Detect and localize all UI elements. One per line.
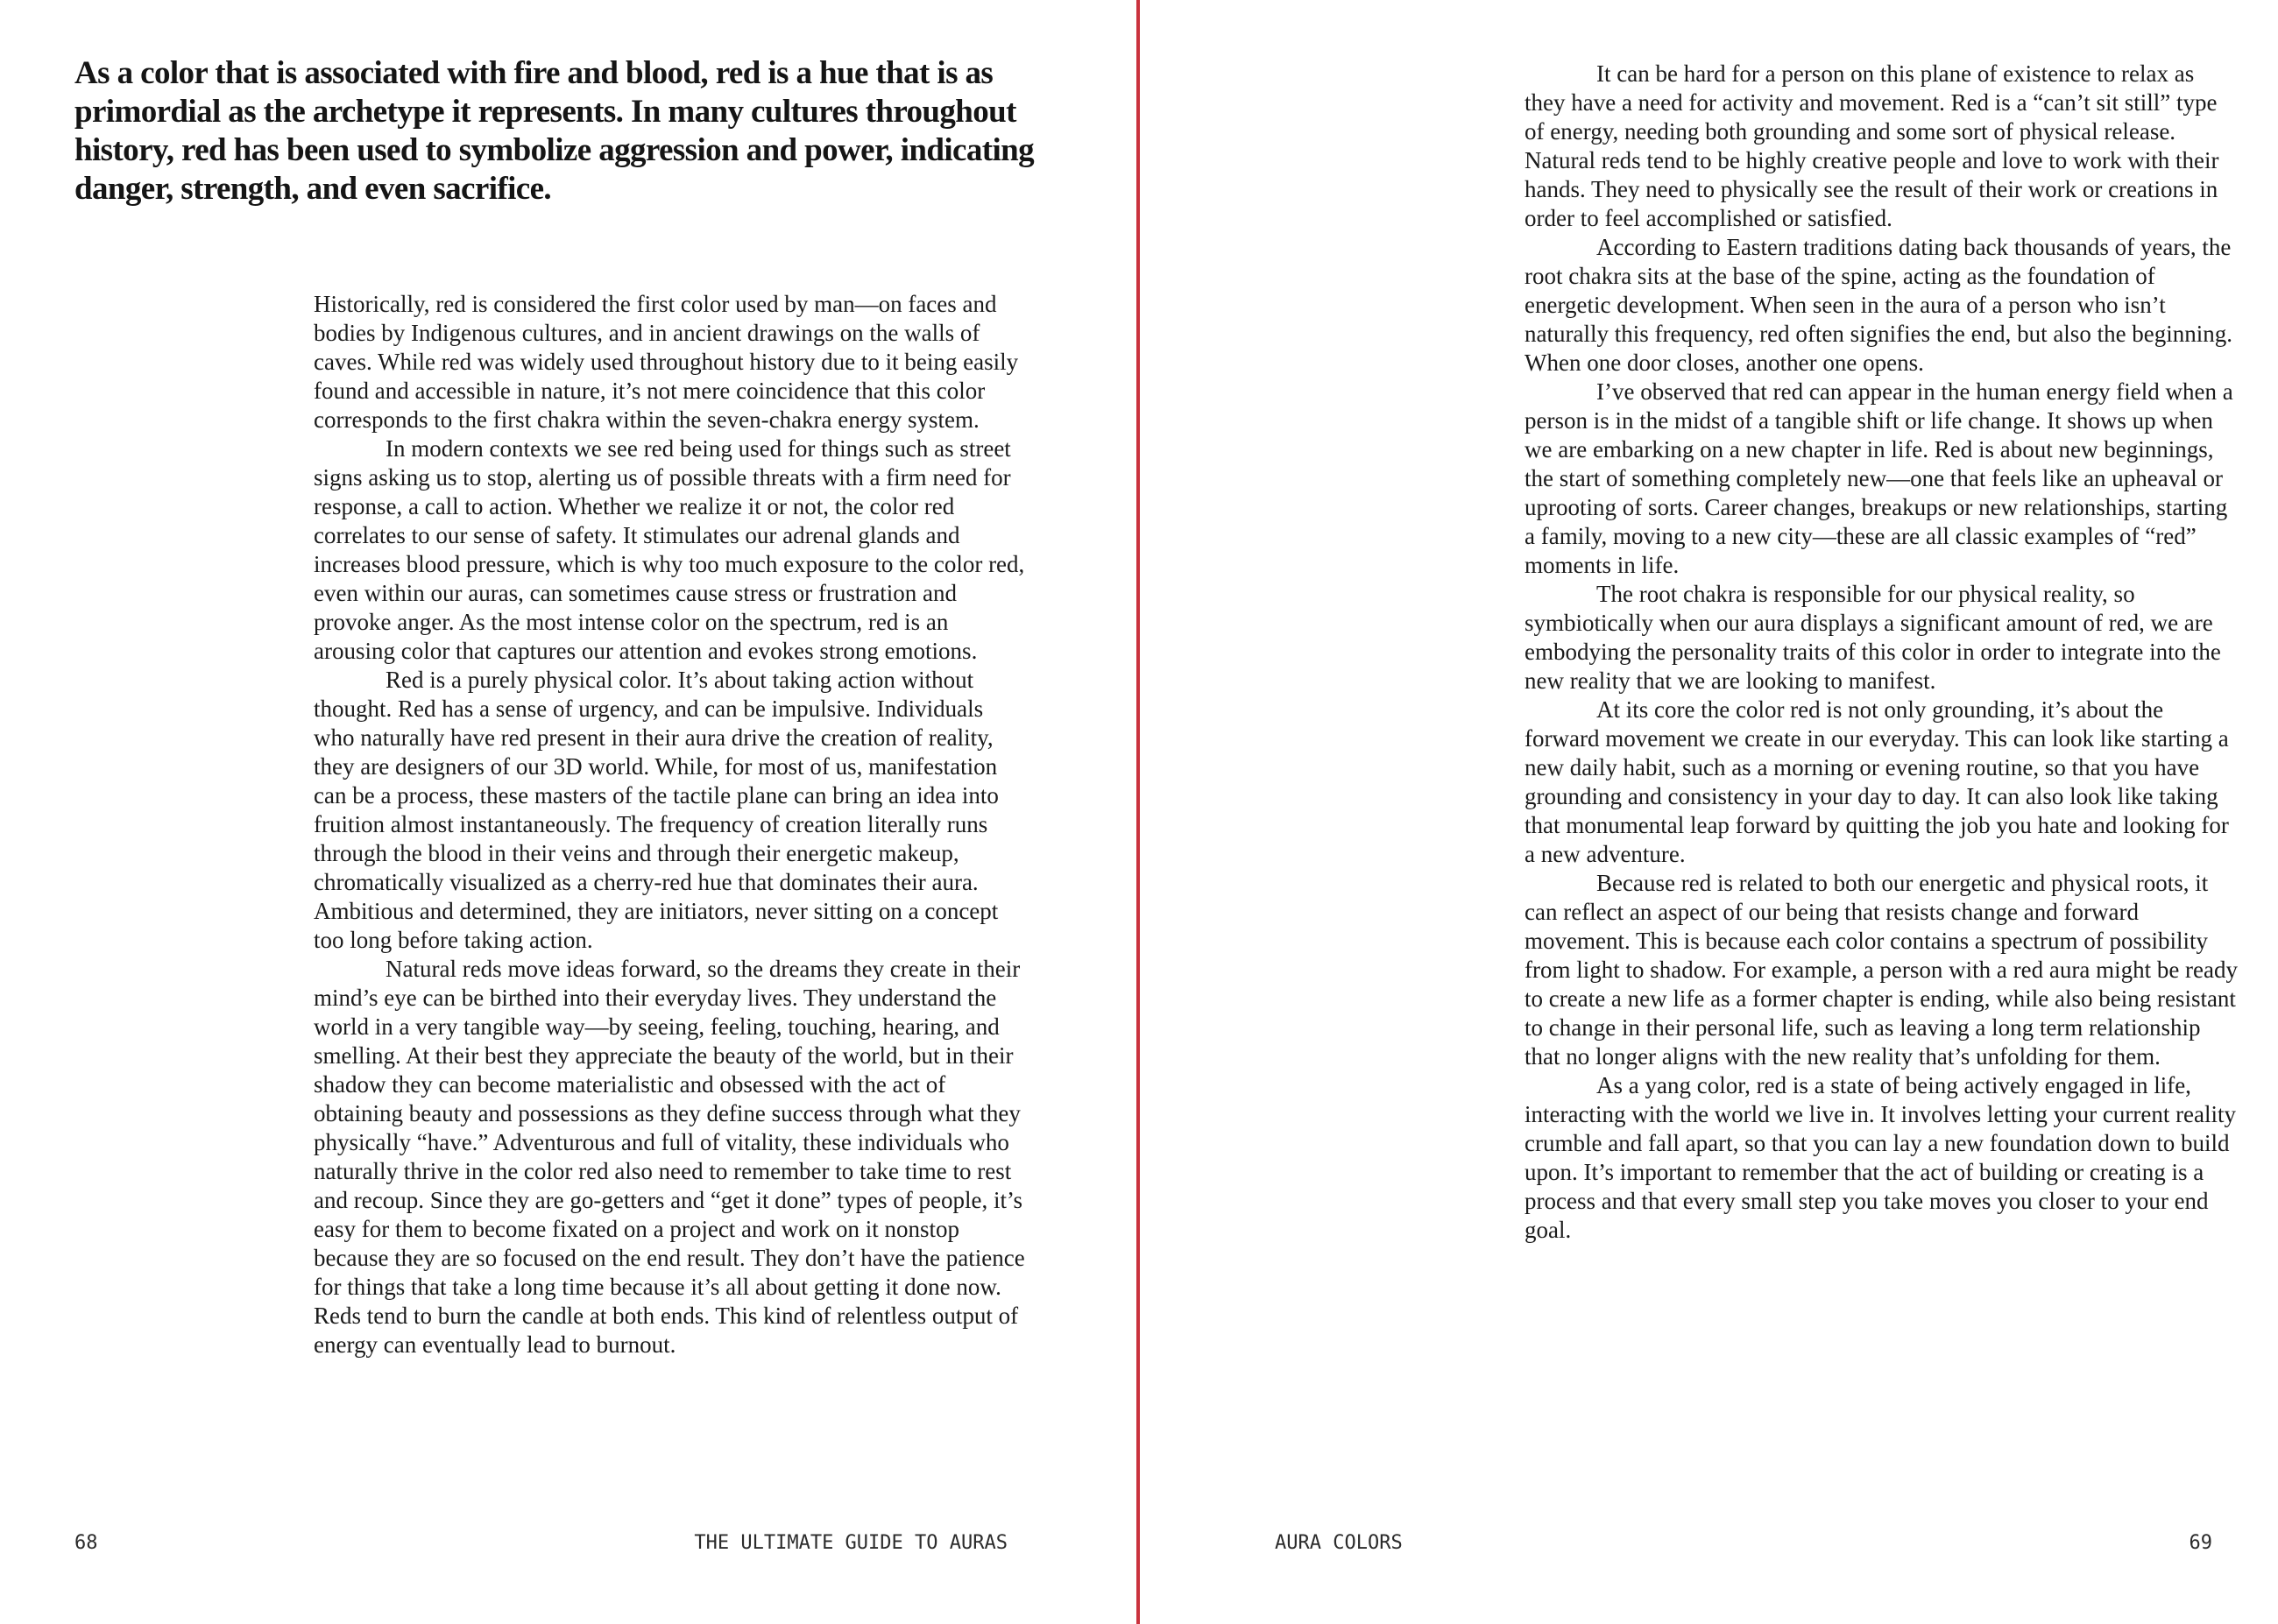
running-foot-book-title: THE ULTIMATE GUIDE TO AURAS	[694, 1532, 1008, 1554]
intro-line: danger, strength, and even sacrifice.	[74, 171, 552, 207]
running-foot-section-title: AURA COLORS	[1275, 1532, 1403, 1554]
body-paragraph: It can be hard for a person on this plane of existence to relax as they have a need for activity and movement. Red is a “can’t sit still” type of energy, needing both grounding and some sort of physical release. Natural reds tend to be highly creative people and love to work with their hands. They need to physically see the result of their work or creations in order to feel accomplished or satisfied.	[1525, 60, 2219, 231]
gutter-center-line	[1136, 0, 1140, 1624]
body-paragraph: Historically, red is considered the first color used by man—on faces and bodies by Indigenous cultures, and in ancient drawings on the walls of caves. While red was widely used throughout history due to it being easily found and accessible in nature, it’s not mere coincidence that this color corresponds to the first chakra within the seven-chakra energy system.	[314, 291, 1019, 433]
page-number-right: 69	[2189, 1532, 2212, 1554]
body-paragraph: As a yang color, red is a state of being actively engaged in life, interacting with the world we live in. It involves letting your current reality crumble and fall apart, so that you can lay a new foundation down to build upon. It’s important to remember that the act of building or creating is a process and that every small step you take moves you closer to your end goal.	[1525, 1072, 2237, 1243]
body-paragraph: I’ve observed that red can appear in the human energy field when a person is in the midst of a tangible shift or life change. It shows up when we are embarking on a new chapter in life. Red is about new beginnings, the start of something completely new—one that feels like an upheaval or uprooting of sorts. Career changes, breakups or new relationships, starting a family, moving to a new city—these are all classic examples of “red” moments in life.	[1525, 378, 2233, 578]
body-paragraph: According to Eastern traditions dating back thousands of years, the root chakra sits at the base of the spine, acting as the foundation of energetic development. When seen in the aura of a person who isn’t naturally this frequency, red often signifies the end, but also the beginning. When one door closes, another one opens.	[1525, 234, 2233, 376]
page-number-left: 68	[74, 1532, 98, 1554]
body-paragraph: At its core the color red is not only grounding, it’s about the forward movement we create in our everyday. This can look like starting a new daily habit, such as a morning or evening routine, so that you have grounding and consistency in your day to day. It can also look like taking that monumental leap forward by quitting the job you hate and looking for a new adventure.	[1525, 696, 2229, 867]
body-paragraph: Natural reds move ideas forward, so the dreams they create in their mind’s eye can be birthed into their everyday lives. They understand the world in a very tangible way—by seeing, feeling, touching, hearing, and smelling. At their best they appreciate the beauty of the world, but in their shadow they can become materialistic and obsessed with the act of obtaining beauty and possessions as they define success through what they physically “have.” Adventurous and full of vitality, these individuals who naturally thrive in the color red also need to remember to take time to rest and recoup. Since they are go-getters and “get it done” types of people, it’s easy for them to become fixated on a project and work on it nonstop because they are so focused on the end result. They don’t have the patience for things that take a long time because it’s all about getting it done now. Reds tend to burn the candle at both ends. This kind of relentless output of energy can eventually lead to burnout.	[314, 956, 1025, 1358]
body-paragraph: Because red is related to both our energetic and physical roots, it can reflect an aspect of our being that resists change and forward movement. This is because each color contains a spectrum of possibility from light to shadow. For example, a person with a red aura might be ready to create a new life as a former chapter is ending, while also being resistant to change in their personal life, such as leaving a long term relationship that no longer aligns with the new reality that’s unfolding for them.	[1525, 870, 2239, 1070]
intro-line: As a color that is associated with fire and blood, red is a hue that is as	[74, 55, 994, 91]
left-body-column	[314, 290, 1028, 1359]
intro-line: history, red has been used to symbolize aggression and power, indicating	[74, 132, 1035, 168]
body-paragraph: The root chakra is responsible for our physical reality, so symbiotically when our aura displays a significant amount of red, we are embodying the personality traits of this color in order to integrate into the new reality that we are looking to manifest.	[1525, 581, 2221, 694]
body-paragraph: Red is a purely physical color. It’s about taking action without thought. Red has a sense of urgency, and can be impulsive. Individuals who naturally have red present in their aura drive the creation of reality, they are designers of our 3D world. While, for most of us, manifestation can be a process, these masters of the tactile plane can bring an idea into fruition almost instantaneously. The frequency of creation literally runs through the blood in their veins and through their energetic makeup, chromatically visualized as a cherry-red hue that dominates their aura. Ambitious and determined, they are initiators, never sitting on a concept too long before taking action.	[314, 667, 999, 953]
intro-lede	[74, 54, 1091, 208]
body-paragraph: In modern contexts we see red being used for things such as street signs asking us to stop, alerting us of possible threats with a firm need for response, a call to action. Whether we realize it or not, the color red correlates to our sense of safety. It stimulates our adrenal glands and increases blood pressure, which is why too much exposure to the color red, even within our auras, can sometimes cause stress or frustration and provoke anger. As the most intense color on the spectrum, red is an arousing color that captures our attention and evokes strong emotions.	[314, 435, 1025, 664]
right-body-column	[1525, 60, 2239, 1245]
intro-line: primordial as the archetype it represents. In many cultures throughout	[74, 94, 1016, 130]
